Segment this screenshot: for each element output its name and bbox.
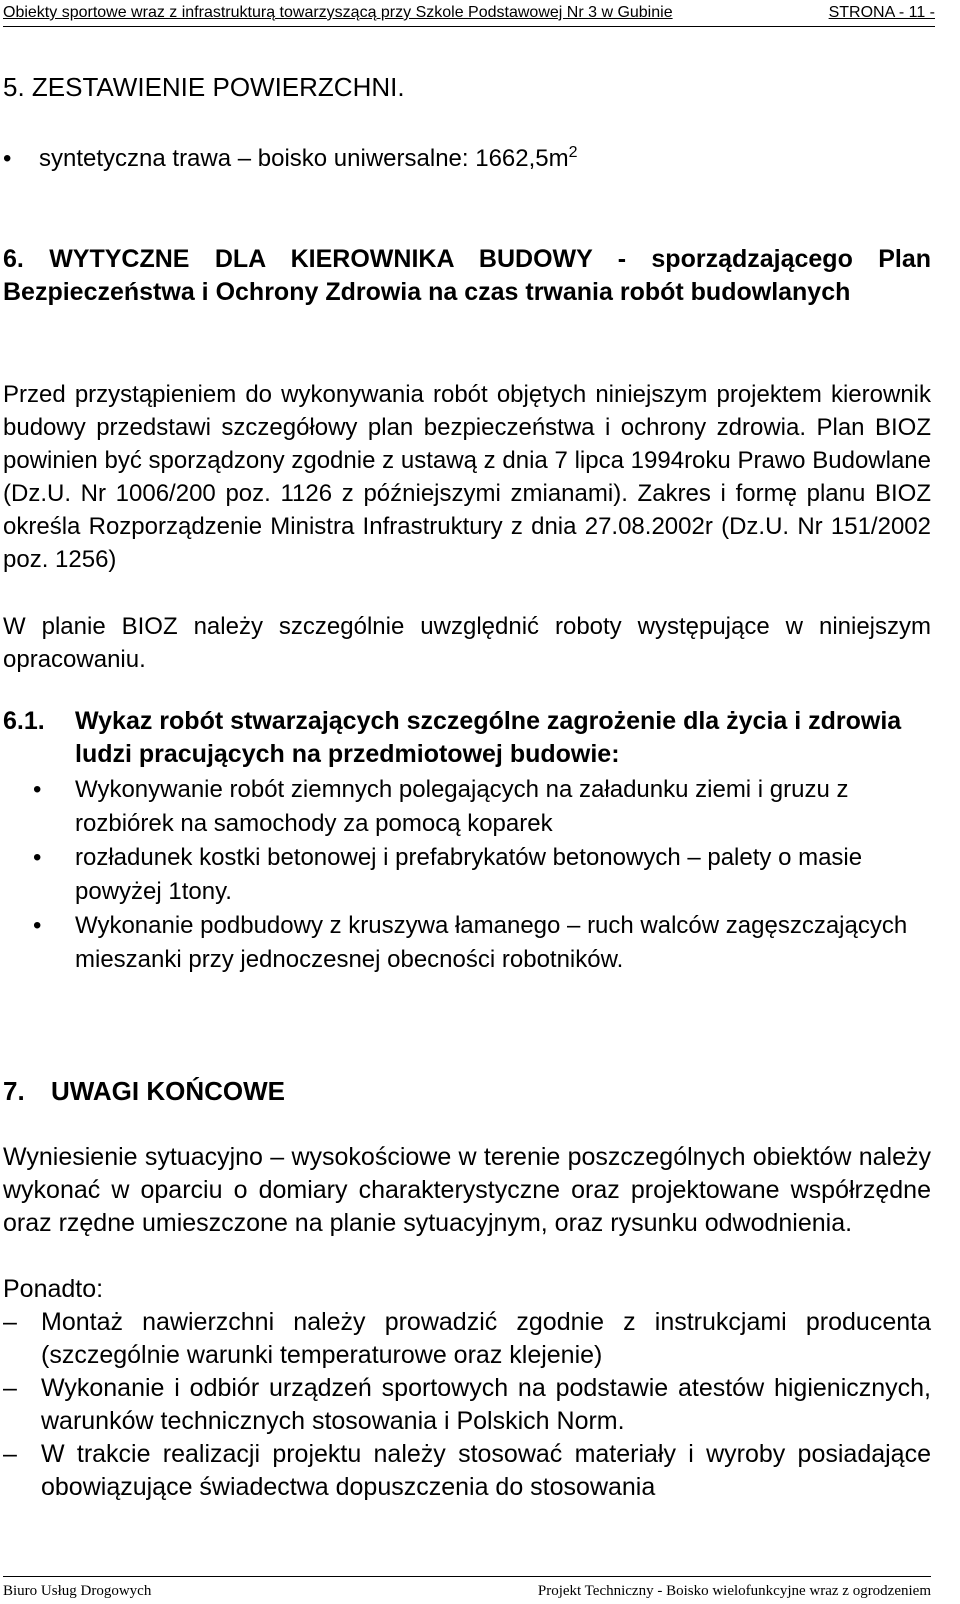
section-6-1-title: Wykaz robót stwarzających szczególne zagrożenie dla życia i zdrowia ludzi pracujących na przedmiotowej budowie: [75, 707, 902, 768]
bullet-icon: • [33, 776, 42, 803]
header-page-number: STRONA - 11 - [828, 4, 935, 21]
page-footer [3, 1576, 931, 1603]
section-7-title: UWAGI KOŃCOWE [51, 1076, 285, 1106]
section-6-heading: 6. WYTYCZNE DLA KIEROWNIKA BUDOWY - sporządzającego Plan Bezpieczeństwa i Ochrony Zdrowia na czas trwania robót budowlanych [3, 245, 931, 306]
footer-company: Biuro Usług Drogowych [3, 1583, 152, 1599]
page-header [3, 2, 935, 27]
dash-icon: – [3, 1440, 17, 1468]
section-5-heading: 5. ZESTAWIENIE POWIERZCHNI. [3, 72, 405, 102]
dash-icon: – [3, 1308, 17, 1336]
area-text: syntetyczna trawa – boisko uniwersalne: 1662,5m [39, 145, 569, 172]
ponadto-label: Ponadto: [3, 1275, 104, 1303]
section-6-1-number: 6.1. [3, 707, 45, 735]
bullet-icon: • [3, 145, 12, 172]
list-item-text: Wykonywanie robót ziemnych polegających na załadunku ziemi i gruzu z rozbiórek na samochody za pomocą koparek [75, 776, 849, 837]
list-item-text: W trakcie realizacji projektu należy stosować materiały i wyroby posiadające obowiązujące świadectwa dopuszczenia do stosowania [41, 1440, 931, 1501]
list-item [3, 841, 931, 909]
list-item [3, 773, 931, 841]
area-unit-superscript: 2 [568, 144, 578, 161]
list-item-text: rozładunek kostki betonowej i prefabrykatów betonowych – palety o masie powyżej 1tony. [75, 844, 863, 905]
section-7-paragraph: Wyniesienie sytuacyjno – wysokościowe w terenie poszczególnych obiektów należy wykonać w oparciu o domiary charakterystyczne oraz projektowane współrzędne oraz rzędne umieszczone na planie sytuacyjnym, oraz rysunku odwodnienia. [3, 1143, 931, 1237]
list-item-text: Montaż nawierzchni należy prowadzić zgodnie z instrukcjami producenta (szczególnie warunki temperaturowe oraz klejenie) [41, 1308, 931, 1369]
section-7-number: 7. [3, 1076, 25, 1106]
list-item [3, 909, 931, 977]
list-item [3, 1372, 931, 1438]
list-item-text: Wykonanie podbudowy z kruszywa łamanego – ruch walców zagęszczających mieszanki przy jednoczesnej obecności robotników. [75, 912, 908, 973]
dash-icon: – [3, 1374, 17, 1402]
bullet-icon: • [33, 912, 42, 939]
list-item-text: Wykonanie i odbiór urządzeń sportowych na podstawie atestów higienicznych, warunków technicznych stosowania i Polskich Norm. [41, 1374, 931, 1435]
list-item [3, 1306, 931, 1372]
list-item [3, 1438, 931, 1504]
bullet-icon: • [33, 844, 42, 871]
header-title: Obiekty sportowe wraz z infrastrukturą towarzyszącą przy Szkole Podstawowej Nr 3 w Gubinie [3, 4, 673, 21]
footer-project: Projekt Techniczny - Boisko wielofunkcyjne wraz z ogrodzeniem [537, 1583, 931, 1599]
remarks-list [3, 1306, 931, 1504]
section-6-paragraph-2: W planie BIOZ należy szczególnie uwzględnić roboty występujące w niniejszym opracowaniu. [3, 613, 931, 673]
bullet-text-wrap [39, 143, 578, 175]
hazard-list [3, 773, 931, 977]
section-6-paragraph-1: Przed przystąpieniem do wykonywania robót objętych niniejszym projektem kierownik budowy przedstawi szczegółowy plan bezpieczeństwa i ochrony zdrowia. Plan BIOZ powinien być sporządzony zgodnie z ustawą z dnia 7 lipca 1994roku Prawo Budowlane (Dz.U. Nr 1006/200 poz. 1126 z późniejszymi zmianami). Zakres i formę planu BIOZ określa Rozporządzenie Ministra Infrastruktury z dnia 27.08.2002r (Dz.U. Nr 151/2002 poz. 1256) [3, 381, 931, 573]
